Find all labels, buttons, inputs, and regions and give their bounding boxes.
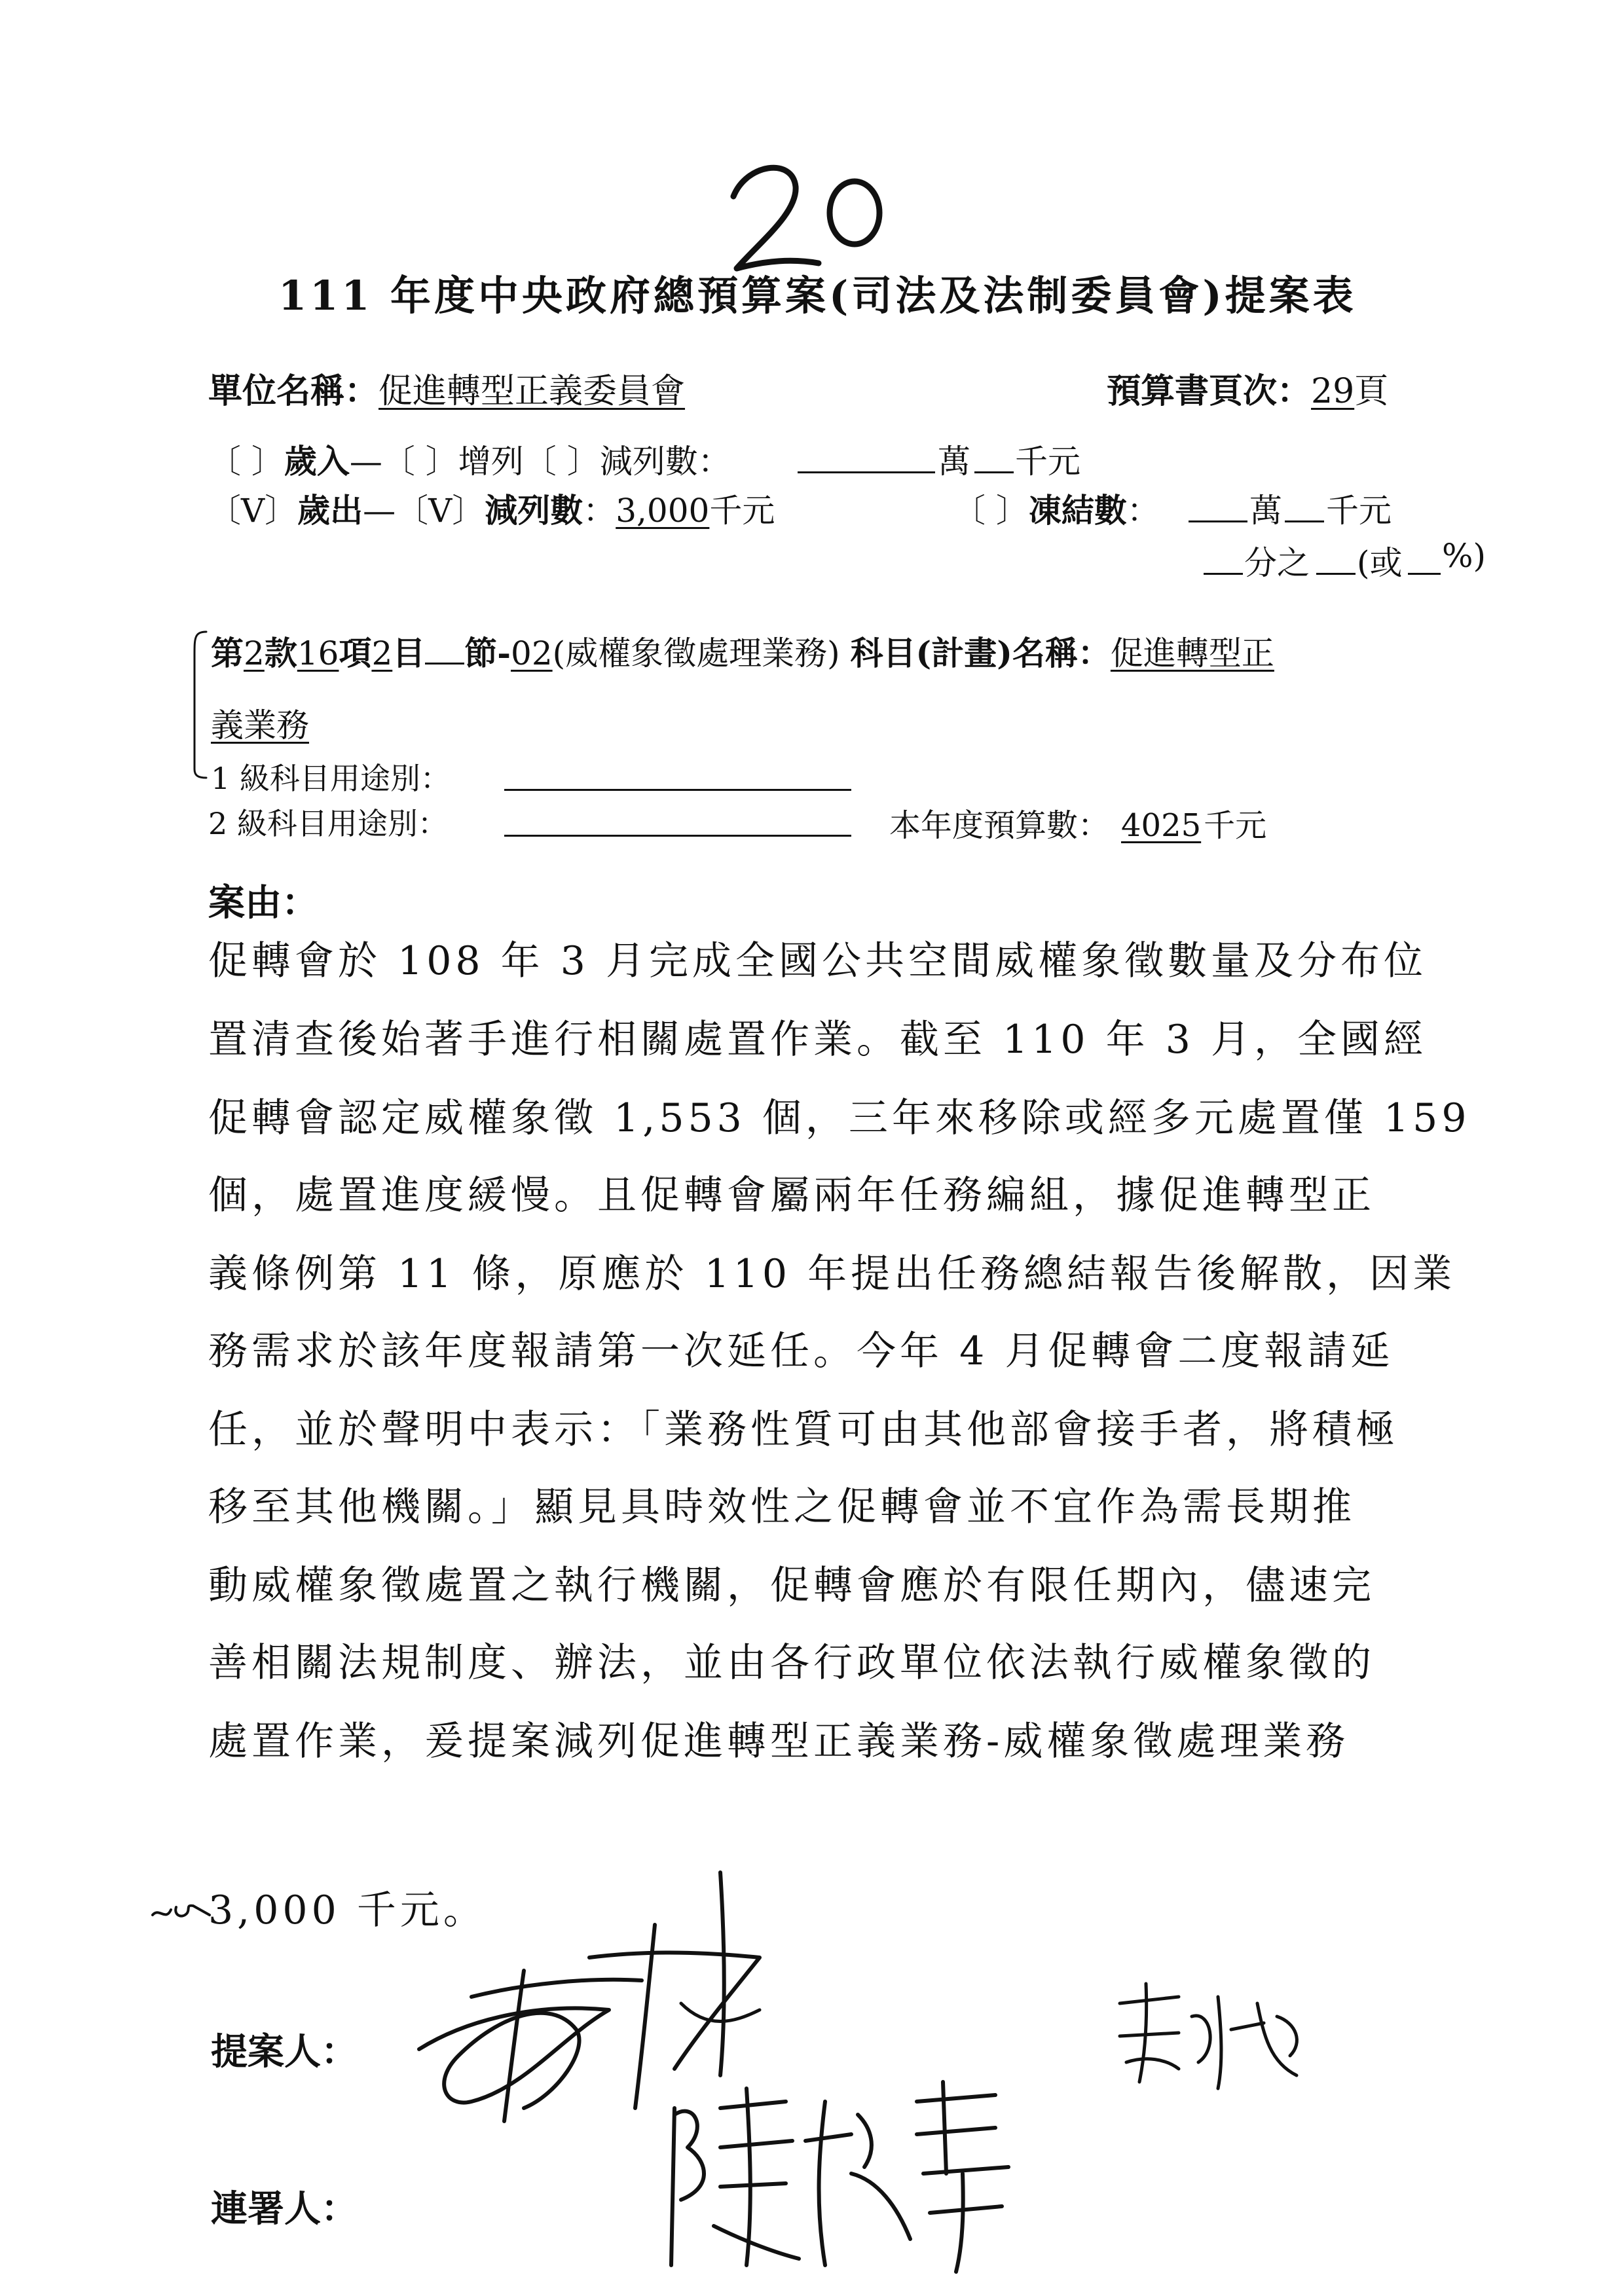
item-name-2: 義業務	[211, 706, 309, 744]
reason-line: 移至其他機關。」顯見具時效性之促轉會並不宜作為需長期推	[208, 1484, 1356, 1530]
fraction-blank-2	[1316, 573, 1356, 575]
item-xiang: 16	[297, 634, 339, 672]
freeze-wan-blank	[1189, 520, 1247, 522]
reason-line: 處置作業，爰提案減列促進轉型正義業務-威權象徵處理業務	[208, 1719, 1350, 1764]
reason-line: 任，並於聲明中表示：「業務性質可由其他部會接手者，將積極	[208, 1407, 1399, 1453]
cosigner-signature	[655, 2075, 1035, 2278]
freeze-qian-blank	[1285, 520, 1324, 522]
revenue-qian: 千元	[1015, 443, 1080, 481]
handwritten-mark	[147, 1895, 213, 1935]
reason-line: 促轉會於 108 年 3 月完成全國公共空間威權象徵數量及分布位	[208, 938, 1427, 984]
page-value: 29	[1311, 372, 1355, 411]
item-xiang-label: 項	[339, 634, 372, 672]
reason-line: 義條例第 11 條，原應於 110 年提出任務總結報告後解散，因業	[208, 1251, 1456, 1297]
expenditure-mark: 〔V〕	[208, 492, 298, 530]
reason-line: 善相關法規制度、辦法，並由各行政單位依法執行威權象徵的	[208, 1640, 1375, 1686]
revenue-wan-blank	[798, 471, 935, 473]
level1-blank	[504, 789, 851, 791]
expenditure-mark2: —〔V〕	[363, 492, 485, 530]
expenditure-label: 歲出	[297, 491, 363, 530]
revenue-label: 歲入	[284, 442, 350, 481]
cut-label: 減列數	[485, 491, 583, 530]
budget-unit: 千元	[1204, 807, 1267, 844]
freeze-colon: ：	[1126, 492, 1160, 530]
unit-label: 單位名稱：	[208, 371, 379, 411]
item-kuan-label: 款	[264, 634, 297, 672]
cut-unit: 千元	[709, 492, 775, 530]
budget-value: 4025	[1121, 807, 1202, 844]
item-kuan: 2	[244, 634, 265, 672]
reason-line: 3,000 千元。	[208, 1887, 487, 1933]
fraction-a: 分之	[1244, 544, 1310, 582]
freeze-row	[953, 484, 1160, 532]
freeze-unit: 千元	[1326, 492, 1392, 530]
fraction-blank-3	[1408, 573, 1441, 575]
reason-line: 個，處置進度緩慢。且促轉會屬兩年任務編組，據促進轉型正	[208, 1173, 1375, 1218]
cosigner-label: 連署人：	[211, 2187, 358, 2231]
item-plan-desc: (威權象徵處理業務)	[552, 634, 840, 672]
reason-heading: 案由：	[208, 881, 318, 924]
freeze-mark: 〔 〕	[953, 492, 1029, 530]
unit-value: 促進轉型正義委員會	[378, 372, 686, 411]
budget-row	[889, 800, 1266, 845]
page-label: 預算書頁次：	[1107, 371, 1312, 411]
handwritten-number-20	[720, 151, 891, 282]
item-row	[211, 627, 1274, 674]
fraction-c: %)	[1442, 537, 1486, 575]
level2-label: 2 級科目用途別：	[208, 806, 448, 841]
cut-amount: 3,000	[616, 492, 710, 530]
item-name-1: 促進轉型正	[1110, 634, 1274, 672]
form-title: 111 年度中央政府總預算案(司法及法制委員會)提案表	[278, 272, 1357, 319]
revenue-qian-blank	[974, 471, 1014, 473]
item-jie: 02	[511, 634, 553, 672]
level1-label: 1 級科目用途別：	[211, 761, 451, 796]
item-mu: 2	[371, 634, 393, 672]
revenue-wan: 萬	[938, 443, 970, 481]
expenditure-row	[208, 484, 775, 532]
revenue-options: —〔 〕增列〔 〕減列數：	[349, 443, 731, 481]
item-jie-label: 節-	[464, 634, 511, 672]
item-jie-blank	[425, 636, 464, 665]
level2-blank	[504, 835, 851, 837]
budget-label: 本年度預算數：	[889, 807, 1110, 844]
unit-row	[208, 363, 685, 412]
freeze-label: 凍結數	[1028, 491, 1127, 530]
page-unit: 頁	[1354, 372, 1389, 411]
freeze-wan: 萬	[1249, 492, 1282, 530]
reason-line: 促轉會認定威權象徵 1,553 個，三年來移除或經多元處置僅 159	[208, 1095, 1471, 1141]
fraction-blank-1	[1204, 573, 1243, 575]
second-signature	[1107, 1977, 1316, 2095]
reason-line: 動威權象徵處置之執行機關，促轉會應於有限任期內，儘速完	[208, 1563, 1375, 1609]
revenue-row	[208, 435, 731, 483]
proposer-label: 提案人：	[211, 2030, 358, 2073]
page-ref	[1107, 363, 1388, 412]
revenue-bracket: 〔 〕	[208, 443, 284, 481]
reason-line: 置清查後始著手進行相關處置作業。截至 110 年 3 月，全國經	[208, 1017, 1427, 1063]
item-mu-label: 目	[392, 634, 426, 672]
item-di: 第	[211, 634, 244, 672]
reason-line: 務需求於該年度報請第一次延任。今年 4 月促轉會二度報請延	[208, 1328, 1394, 1374]
item-name-label: 科目(計畫)名稱：	[850, 634, 1111, 672]
cut-colon: ：	[583, 492, 616, 530]
item-bracket	[187, 629, 213, 779]
fraction-b: (或	[1357, 544, 1403, 582]
